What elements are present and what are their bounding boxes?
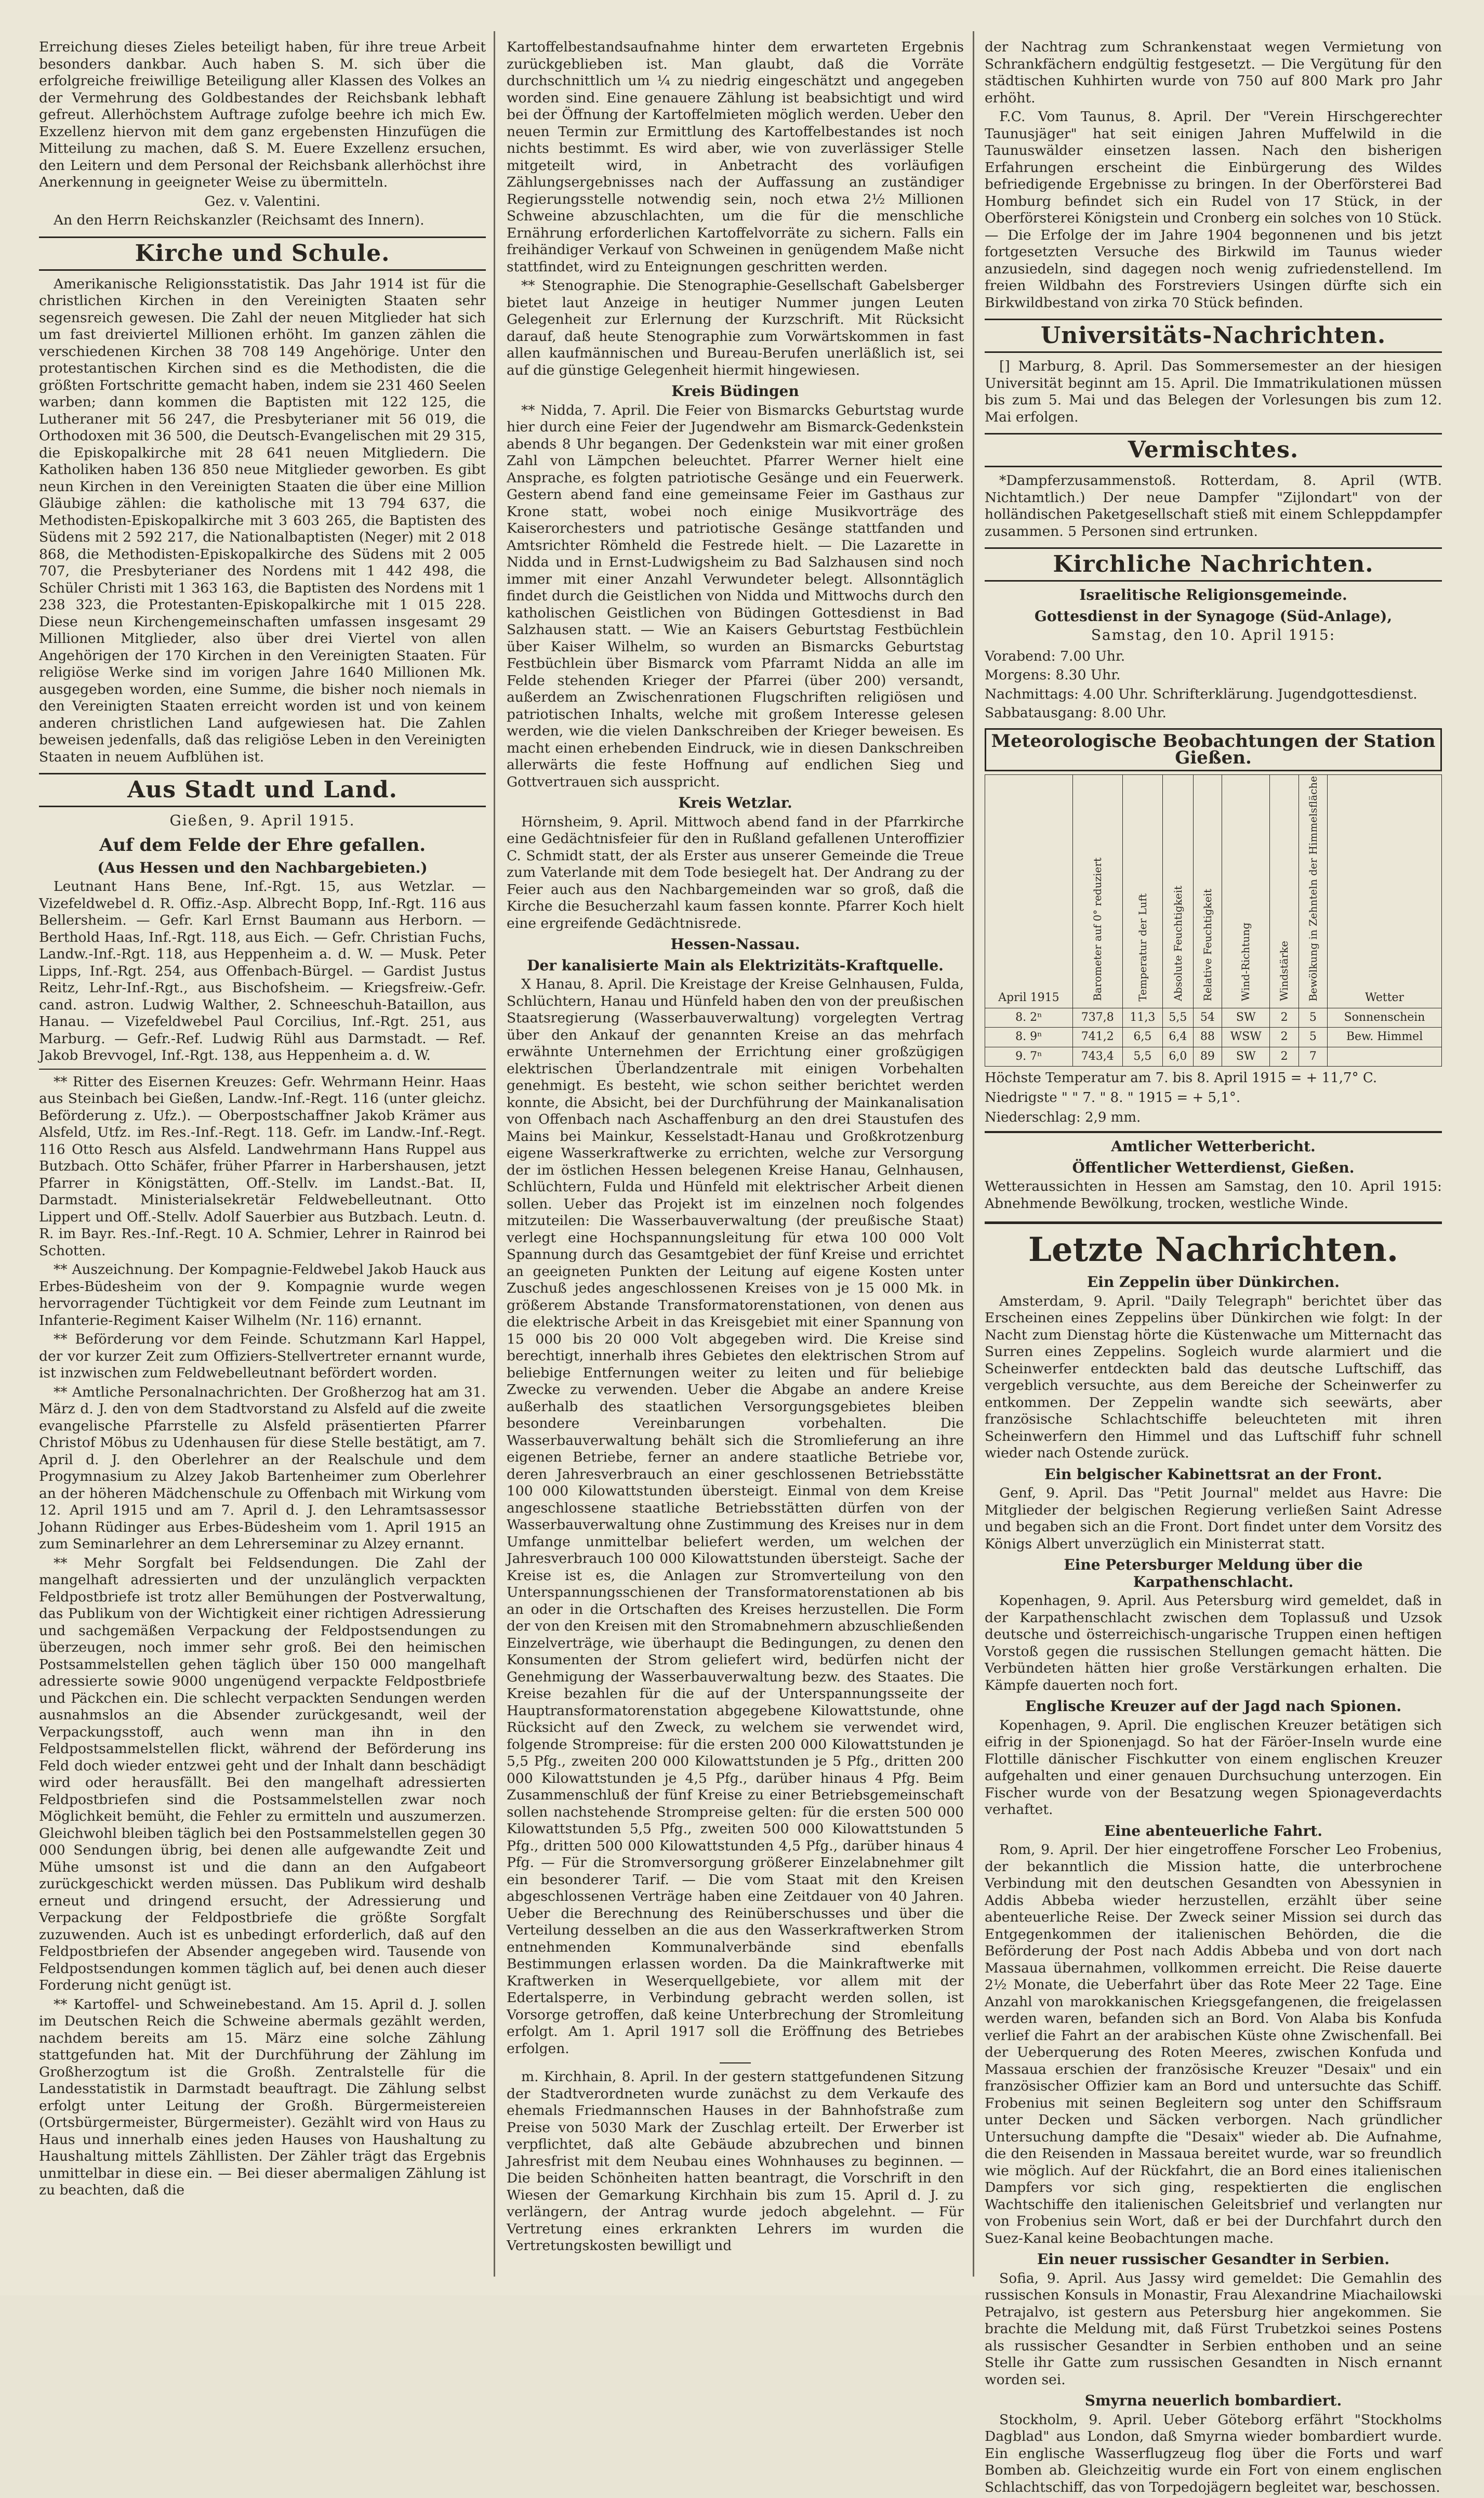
schedule-row: Nachmittags: 4.00 Uhr. Schrifterklärung. Jugendgottesdienst. xyxy=(985,686,1417,702)
weather-header-cell xyxy=(1328,774,1442,1008)
weather-header-label: Wind-Richtung xyxy=(1239,923,1252,1002)
article-kirchhain-cont: der Nachtrag zum Schrankenstaat wegen Vermietung von Schrankfächern endgültig festgesetzt. — Die Vergütung für den städtischen Kuhhirten wurde von 750 auf 800 Mark pro Jahr erhöht. xyxy=(985,39,1442,106)
subheading-wetterdienst: Öffentlicher Wetterdienst, Gießen. xyxy=(1072,1159,1355,1176)
heading-zeppelin: Ein Zeppelin über Dünkirchen. xyxy=(1086,1273,1340,1291)
weather-header-label: Relative Feuchtigkeit xyxy=(1201,888,1214,1002)
recipient: An den Herrn Reichskanzler (Reichsamt des Innern). xyxy=(54,212,425,228)
article-feldsendungen: ** Mehr Sorgfalt bei Feldsendungen. Die Zahl der mangelhaft adressierten und der unzulänglich verpackten Feldpostbriefe ist trotz aller Bemühungen der Postverwaltung, das Publikum von der Wichtigkeit einer richtigen Adressierung und sachgemäßen Verpackung der Feldpostsendungen zu überzeugen, noch immer sehr groß. Bei den heimischen Postsammelstellen gehen täglich über 150 000 mangelhaft adressierte sowie 9000 ungenügend verpackte Feldpostbriefe und Päckchen ein. Die schlecht verpackten Sendungen werden ausnahmslos an die Absender zurückgesandt, weil der Verpackungsstoff, auch wenn man ihn in den Feldpostsammelstellen flickt, während der Beförderung ins Feld doch wieder entzwei geht und der Inhalt dann beschädigt wird oder herausfällt. Bei den mangelhaft adressierten Feldpostbriefen sind die Postsammelstellen zwar noch Möglichkeit bemüht, die Fehler zu ermitteln und auszumerzen. Gleichwohl bleiben täglich bei den Postsammelstellen gegen 30 000 Sendungen übrig, bei denen alle aufgewandte Zeit und Mühe umsonst ist und die dann an den Aufgabeort zurückgeschickt werden müssen. Das Publikum wird deshalb erneut und dringend ersucht, der Adressierung und Verpackung der Feldpostbriefe die größte Sorgfalt zuzuwenden. Auch ist es unbedingt erforderlich, daß auf den Feldpostbriefen der Absender angegeben wird. Tausende von Feldpostsendungen kommen täglich auf, bei denen auch dieser Forderung nicht genügt ist. xyxy=(39,1555,486,1993)
article-stenographie: ** Stenographie. Die Stenographie-Gesellschaft Gabelsberger bietet laut Anzeige in heutiger Nummer jungen Leuten Gelegenheit zur Erlernung der Kurzschrift. Mit Rücksicht darauf, daß heute Stenographie zum Vorwärtskommen in fast allen kaufmännischen und Bureau-Berufen unerläßlich ist, sei auf die günstige Gelegenheit hiermit hingewiesen. xyxy=(507,278,964,378)
subheading-gefallen: (Aus Hessen und den Nachbargebieten.) xyxy=(97,859,428,876)
section-title-stadt: Aus Stadt und Land. xyxy=(39,773,486,807)
schedule-row: Vorabend: 7.00 Uhr. xyxy=(985,648,1125,664)
heading-hessen-nassau: Hessen-Nassau. xyxy=(670,936,800,953)
weather-cell xyxy=(1328,1047,1442,1067)
weather-header-label: Wetter xyxy=(1365,991,1404,1005)
article-religionsstatistik: Amerikanische Religionsstatistik. Das Jahr 1914 ist für die christlichen Kirchen in den Vereinigten Staaten sehr segensreich gewesen. Die Zahl der neuen Mitglieder hat sich um fast dreiviertel Millionen erhöht. Im ganzen zählen die verschiedenen Kirchen 38 708 149 Angehörige. Unter den protestantischen Kirchen sind es die Methodisten, die die größten Fortschritte gemacht haben, indem sie 231 460 Seelen warben; dann kommen die Baptisten mit 122 125, die Lutheraner mit 56 247, die Presbyterianer mit 56 019, die Orthodoxen mit 36 500, die Deutsch-Evangelischen mit 29 315, die Episkopalkirche mit 28 641 neuen Mitgliedern. Die Katholiken haben 136 850 neue Mitglieder geworben. Es gibt neun Kirchen in den Vereinigten Staaten die über eine Million Gläubige zählen: die katholische mit 13 794 637, die Methodisten-Episkopalkirche mit 3 603 265, die Baptisten des Südens mit 2 592 217, die Nationalbaptisten (Neger) mit 2 018 868, die Methodisten-Episkopalkirche des Südens mit 2 005 707, die Presbyterianer des Nordens mit 1 442 498, die Schüler Christi mit 1 363 163, die Baptisten des Nordens mit 1 238 323, die Protestanten-Episkopalkirche mit 1 015 228. Diese neun Kirchengemeinschaften umfassen insgesamt 29 Millionen Mitglieder, also über drei Viertel von allen Angehörigen der 170 Kirchen in den Vereinigten Staaten. Für religiöse Werke sind im vorigen Jahre 1640 Millionen Mk. ausgegeben worden, eine Summe, die bisher noch niemals in den Vereinigten Staaten erreicht worden ist und von keinem anderen christlichen Land aufgewiesen hat. Die Zahlen beweisen jedenfalls, daß das religiöse Leben in den Vereinigten Staaten in neuem Aufblühen ist. xyxy=(39,275,486,765)
weather-header-cell xyxy=(1163,774,1194,1008)
section-title-kirchliche: Kirchliche Nachrichten. xyxy=(985,547,1442,582)
heading-smyrna: Smyrna neuerlich bombardiert. xyxy=(1084,2392,1342,2410)
column-rule xyxy=(973,31,974,2277)
weather-cell: 2 xyxy=(1270,1008,1298,1028)
weather-cell: 6,5 xyxy=(1122,1028,1162,1047)
weather-cell: 741,2 xyxy=(1072,1028,1122,1047)
divider xyxy=(985,1131,1442,1133)
precipitation: Niederschlag: 2,9 mm. xyxy=(985,1110,1141,1126)
weather-cell: 6,4 xyxy=(1163,1028,1194,1047)
weather-cell: 6,0 xyxy=(1163,1047,1194,1067)
weather-cell: 2 xyxy=(1270,1028,1298,1047)
article-marburg: [] Marburg, 8. April. Das Sommersemester an der hiesigen Universität beginnt am 15. April. Die Immatrikulationen müssen bis zum 5. Mai und das Belegen der Vorlesungen bis zum 12. Mai erfolgen. xyxy=(985,358,1442,425)
article-hoernsheim: Hörnsheim, 9. April. Mittwoch abend fand in der Pfarrkirche eine Gedächtnisfeier für den in Rußland gefallenen Unteroffizier C. Schmidt statt, der als Erster aus unserer Gemeinde die Treue zum Vaterlande mit dem Tode besiegelt hat. Der Andrang zu der Feier auch aus den Nachbargemeinden war so groß, daß die Kirche die Besucherzahl kaum fassen konnte. Pfarrer Koch hielt eine ergreifende Gedächtnisrede. xyxy=(507,813,964,931)
weather-row xyxy=(985,1047,1442,1067)
article-fahrt: Rom, 9. April. Der hier eingetroffene Forscher Leo Frobenius, der bekanntlich die Mission hatte, die unterbrochene Verbindung mit den deutschen Gesandten von Abessynien in Addis Abbeba wieder herzustellen, erzählt über seine abenteuerliche Reise. Der Zweck seiner Mission sei durch das Entgegenkommen der italienischen Behörden, die die Beförderung der Post nach Addis Abbeba und von dort nach Massaua übernahmen, vollkommen erreicht. Die Reise dauerte 2½ Monate, die Ueberfahrt über das Rote Meer 22 Tage. Eine Anzahl von marokkanischen Kriegsgefangenen, die freigelassen werden waren, befanden sich an Bord. Von Alaba bis Konfuda verlief die Fahrt an der arabischen Küste ohne Zwischenfall. Bei der Ueberquerung des Roten Meeres, zwischen Konfuda und Massaua erschien der französische Kreuzer "Desaix" und ein französischer Offizier kam an Bord und untersuchte das Schiff. Frobenius mit seinen Begleitern sog unter den Schiffsraum unter Decken und Säcken verborgen. Nach gründlicher Untersuchung dampfte die "Desaix" wieder ab. Die Aufnahme, die den Reisenden in Massaua bereitet wurde, war so freundlich wie möglich. Auf der Rückfahrt, die an Bord eines italienischen Dampfers vor sich ging, respektierten die englischen Wachtschiffe den italienischen Geleitsbrief und verlangten nur von Frobenius sein Wort, daß er bei der Durchfahrt durch den Suez-Kanal keine Beobachtungen mache. xyxy=(985,1842,1442,2246)
column-3 xyxy=(985,39,1442,2498)
article-zeppelin: Amsterdam, 9. April. "Daily Telegraph" berichtet über das Erscheinen eines Zeppelins über Dünkirchen wie folgt: In der Nacht zum Dienstag hörte die Küstenwache um Mitternacht das Surren eines Zeppelins. Sogleich wurde alarmiert und die Scheinwerfer entdeckten bald das deutsche Luftschiff, das vergeblich versuchte, aus dem Bereiche der Scheinwerfer zu entkommen. Der Zeppelin wandte sich seewärts, aber französische Schlachtschiffe beleuchteten mit ihren Scheinwerfern den Himmel und das Luftschiff fuhr schnell wieder nach Ostende zurück. xyxy=(985,1293,1442,1462)
article-gesandter: Sofia, 9. April. Aus Jassy wird gemeldet: Die Gemahlin des russischen Konsuls in Monastir, Frau Alexandrine Miachailowski Petrajalvo, ist gestern aus Petersburg hier angekommen. Sie brachte die Meldung mit, daß Fürst Trubetzkoi seines Postens als russischer Gesandter in Serbien enthoben und an seine Stelle ihr Gatte zum russischen Gesandten in Nisch ernannt worden sei. xyxy=(985,2270,1442,2388)
section-title-letzte-nachrichten: Letzte Nachrichten. xyxy=(985,1221,1442,1270)
weather-cell: Sonnenschein xyxy=(1328,1008,1442,1028)
subheading-main-kraftquelle: Der kanalisierte Main als Elektrizitäts-Kraftquelle. xyxy=(527,956,944,974)
weather-header-cell xyxy=(1298,774,1327,1008)
section-title-kirche: Kirche und Schule. xyxy=(39,236,486,271)
dateline: Gießen, 9. April 1915. xyxy=(169,812,355,829)
weather-cell: Bew. Himmel xyxy=(1328,1028,1442,1047)
weather-row xyxy=(985,1008,1442,1028)
schedule-row: Morgens: 8.30 Uhr. xyxy=(985,667,1121,683)
heading-fahrt: Eine abenteuerliche Fahrt. xyxy=(1104,1822,1322,1839)
weather-cell: 5 xyxy=(1298,1028,1327,1047)
weather-header-label: Temperatur der Luft xyxy=(1136,893,1149,1002)
weather-cell: 8. 9ⁿ xyxy=(985,1028,1073,1047)
weather-header-label: Windstärke xyxy=(1278,941,1291,1002)
article-taunus: F.C. Vom Taunus, 8. April. Der "Verein Hirschgerechter Taunusjäger" hat seit einigen Jahren Muffelwild in die Taunuswälder einsetzen lassen. Nach den bisherigen Erfahrungen erscheint die Einbürgerung des Wildes befriedigende Ergebnisse zu bringen. In der Oberförsterei Bad Homburg befindet sich ein Rudel von 17 Stück, in der Oberförsterei Königstein und Cronberg ein solches von 10 Stück. — Die Erfolge der im Jahre 1904 begonnenen und bis jetzt fortgesetzten Versuche des Birkwild im Taunus wieder anzusiedeln, sind dagegen noch wenig zufriedenstellend. Im freien Wildbahn des Forstreviers Usingen dürfte sich ein Birkwildbestand von zirka 70 Stück befinden. xyxy=(985,109,1442,311)
article-nidda: ** Nidda, 7. April. Die Feier von Bismarcks Geburtstag wurde hier durch eine Feier der Jugendwehr am Bismarck-Gedenkstein abends 8 Uhr begangen. Der Gedenkstein war mit einer großen Zahl von Lämpchen beleuchtet. Pfarrer Werner hielt eine Ansprache, es folgten patriotische Gesänge und ein Feuerwerk. Gestern abend fand eine gemeinsame Feier im Gasthaus zur Krone statt, wobei noch einige Musikvorträge des Kaiserorchesters und patriotische Gesänge stattfanden und Amtsrichter Römheld die Festrede hielt. — Die Lazarette in Nidda und in Ernst-Ludwigsheim zu Bad Salzhausen sind noch immer mit einer Anzahl Verwundeter belegt. Allsonntäglich findet durch die Geistlichen von Nidda und Mittwochs durch den katholischen Geistlichen von Büdingen Gottesdienst in Bad Salzhausen statt. — Wie an Kaisers Geburtstag Festbüchlein über Kaiser Wilhelm, so wurden an Bismarcks Geburtstag Festbüchlein über Bismarck vom Pfarramt Nidda an alle im Felde stehenden Krieger der Pfarrei (über 200) versandt, außerdem an Zwischenrationen Flugschriften religiösen und patriotischen Inhalts, welche mit großem Interesse gelesen werden, wie die vielen Dankschreiben der Krieger beweisen. Es macht einen erhebenden Eindruck, wie in diesen Dankschreiben allerwärts die feste Hoffnung auf endlichen Sieg und Gottvertrauen sich ausspricht. xyxy=(507,402,964,790)
signature: Gez. v. Valentini. xyxy=(204,193,321,209)
weather-cell: 5 xyxy=(1298,1008,1327,1028)
weather-cell: 89 xyxy=(1193,1047,1222,1067)
heading-kreis-buedingen: Kreis Büdingen xyxy=(671,383,799,400)
weather-cell: SW xyxy=(1222,1008,1270,1028)
column-1 xyxy=(39,39,486,2201)
heading-karpathen: Eine Petersburger Meldung über die Karpathenschlacht. xyxy=(1064,1556,1363,1590)
heading-kabinettsrat: Ein belgischer Kabinettsrat an der Front. xyxy=(1044,1465,1382,1483)
heading-wetterbericht: Amtlicher Wetterbericht. xyxy=(1111,1138,1316,1155)
subheading-religionsgemeinde: Israelitische Religionsgemeinde. xyxy=(1079,586,1347,603)
article-kartoffel-cont: Kartoffelbestandsaufnahme hinter dem erwarteten Ergebnis zurückgeblieben ist. Man glaubt, daß die Vorräte durchschnittlich um ¼ zu niedrig eingeschätzt und angegeben worden sind. Eine genauere Zählung ist beabsichtigt und wird bei der Öffnung der Kartoffelmieten möglich werden. Ueber den neuen Termin zur Ermittlung des Kartoffelbestandes ist noch nichts bestimmt. Es wird aber, wie von zuverlässiger Stelle mitgeteilt wird, in Anbetracht des vorläufigen Zählungsergebnisses nach der Auffassung an zuständiger Regierungsstelle notwendig sein, noch etwa 2½ Millionen Schweine abzuschlachten, um die für die menschliche Ernährung erforderlichen Kartoffelvorräte zu sichern. Falls ein freihändiger Verkauf von Schweinen in genügendem Maße nicht stattfindet, wird zu Enteignungen geschritten werden. xyxy=(507,39,964,275)
subheading-synagoge: Gottesdienst in der Synagoge (Süd-Anlage), xyxy=(1034,607,1393,625)
weather-table xyxy=(985,774,1442,1067)
weather-cell: 737,8 xyxy=(1072,1008,1122,1028)
weather-header-cell xyxy=(1222,774,1270,1008)
column-rule xyxy=(494,31,495,2277)
weather-header-label: Absolute Feuchtigkeit xyxy=(1171,886,1184,1002)
weather-header-label: Barometer auf 0° reduziert xyxy=(1091,858,1104,1002)
article-personalnachrichten: ** Amtliche Personalnachrichten. Der Großherzog hat am 31. März d. J. den von dem Stadtvorstand zu Alsfeld auf die zweite evangelische Pfarrstelle zu Alsfeld präsentierten Pfarrer Christof Möbus zu Udenhausen für diese Stelle bestätigt, am 7. April d. J. den Oberlehrer an der Realschule und dem Progymnasium zu Alzey Jakob Bartenheimer zum Oberlehrer an der höheren Mädchenschule zu Offenbach mit Wirkung vom 12. April 1915 und am 7. April d. J. den Lehramtsassessor Johann Rüdinger aus Erbes-Büdesheim vom 1. April 1915 an zum Seminarlehrer an dem Lehrerseminar zu Alzey ernannt. xyxy=(39,1384,486,1552)
column-2 xyxy=(507,39,964,2257)
article-kabinettsrat: Genf, 9. April. Das "Petit Journal" meldet aus Havre: Die Mitglieder der belgischen Regierung verließen Saint Adresse und begaben sich an die Front. Dort findet unter dem Vorsitz des Königs Albert unverzüglich ein Ministerrat statt. xyxy=(985,1485,1442,1552)
weather-forecast: Wetteraussichten in Hessen am Samstag, den 10. April 1915: Abnehmende Bewölkung, trocken, westliche Winde. xyxy=(985,1178,1442,1212)
heading-gefallen: Auf dem Felde der Ehre gefallen. xyxy=(99,834,426,856)
separator xyxy=(720,2062,751,2063)
article-smyrna: Stockholm, 9. April. Ueber Göteborg erfährt "Stockholms Dagblad" aus London, daß Smyrna wieder bombardiert wurde. Ein englische Wasserflugzeug flog über die Forts und warf Bomben ab. Gleichzeitig wurde ein Fort von einem englischen Schlachtschiff, das von Torpedojägern begleitet war, beschossen. xyxy=(985,2411,1442,2495)
article-hanau: X Hanau, 8. April. Die Kreistage der Kreise Gelnhausen, Fulda, Schlüchtern, Hanau und Hünfeld haben den von der preußischen Staatsregierung (Wasserbauverwaltung) vorgelegten Vertrag über den Ankauf der genannten Kreise an das mehrfach erwähnte Unternehmen der Errichtung einer großzügigen elektrischen Überlandzentrale mit einigen Vorbehalten genehmigt. Es besteht, wie schon seither berichtet werden konnte, die Absicht, bei der Durchführung der Mainkanalisation von Offenbach nach Aschaffenburg an den drei Staustufen des Mains bei Mainkur, Kesselstadt-Hanau und Großkrotzenburg eigene Wasserkraftwerke zu errichten, welche zur Versorgung der im östlichen Hessen belegenen Kreise Hanau, Gelnhausen, Schlüchtern, Fulda und Hünfeld mit elektrischer Arbeit dienen sollen. Ueber das Projekt ist im einzelnen noch folgendes mitzuteilen: Die Wasserbauverwaltung (der preußische Staat) verlegt eine Hochspannungsleitung für etwa 100 000 Volt Spannung durch das Gesamtgebiet der fünf Kreise und errichtet an geeigneten Punkten der Leitung auf eigene Kosten unter Zuschuß jedes angeschlossenen Kreises von je 15 000 Mk. in größerem Abstande Transformatorenstationen, von denen aus die elektrische Arbeit in das Kreisgebiet mit einer Spannung von 15 000 bis 20 000 Volt abgegeben wird. Die Kreise sind berechtigt, innerhalb ihres Gebietes den elektrischen Strom auf beliebige Entfernungen weiter zu leiten und für beliebige Zwecke zu verwenden. Ueber die Abgabe an andere Kreise außerhalb des staatlichen Versorgungsgebietes bleiben besondere Vereinbarungen vorbehalten. Die Wasserbauverwaltung behält sich die Stromlieferung an ihre eigenen Betriebe, ferner an andere staatliche Betriebe vor, deren Jahresverbrauch an einer geschlossenen Betriebsstätte 100 000 Kilowattstunden übersteigt. Einmal von dem Kreise angeschlossene staatliche Betriebsstätten dürfen von der Wasserbauverwaltung ohne Zustimmung des Kreises nur in dem Umfange unmittelbar beliefert werden, um welchen der Jahresverbrauch 100 000 Kilowattstunden übersteigt. Sache der Kreise ist es, die Anlagen zur Stromverteilung von den Unterspannungsschienen der Transformatorenstationen ab bis an oder in die Ortschaften des Kreises herzustellen. Die Form der von den Kreisen mit den Stromabnehmern abzuschließenden Einzelverträge, wie überhaupt die Bedingungen, zu denen den Konsumenten der Strom geliefert wird, bedürfen nicht der Genehmigung der Wasserbauverwaltung bezw. des Staates. Die Kreise bezahlen für die auf der Unterspannungsseite der Hauptransformatorenstation abgegebene Kilowattstunde, ohne Rücksicht auf den Zweck, zu welchem sie verwendet wird, folgende Strompreise: für die ersten 200 000 Kilowattstunden je 5,5 Pfg., zweiten 200 000 Kilowattstunden je 5 Pfg., dritten 200 000 Kilowattstunden je 4,5 Pfg., darüber hinaus 4 Pfg. Beim Zusammenschluß der fünf Kreise zu einer Betriebsgemeinschaft sollen nachstehende Strompreise gelten: für die ersten 500 000 Kilowattstunden 5,5 Pfg., zweiten 500 000 Kilowattstunden 5 Pfg., dritten 500 000 Kilowattstunden 4,5 Pfg., darüber hinaus 4 Pfg. — Für die Stromversorgung größerer Einzelabnehmer gilt ein besonderer Tarif. — Die vom Staat mit den Kreisen abgeschlossenen Verträge haben eine Zeitdauer von 40 Jahren. Ueber die Berechnung des Reinüberschusses und über die Verteilung desselben an die aus den Wasserkraftwerken Strom entnehmenden Kommunalverbände sind ebenfalls Bestimmungen erlassen worden. Da die Mainkraftwerke mit Kraftwerken in Weserquellgebiete, vor allem mit der Edertalsperre, in Verbindung gebracht werden sollen, ist Vorsorge getroffen, daß keine Unterbrechung der Stromleitung erfolgt. Am 1. April 1917 soll die Eröffnung des Betriebes erfolgen. xyxy=(507,976,964,2057)
dateline-samstag: Samstag, den 10. April 1915: xyxy=(1091,626,1336,643)
article-auszeichnung: ** Auszeichnung. Der Kompagnie-Feldwebel Jakob Hauck aus Erbes-Büdesheim von der 9. Kompagnie wurde wegen hervorragender Tüchtigkeit vor dem Feinde zum Leutnant im Infanterie-Regiment Kaiser Wilhelm (Nr. 116) ernannt. xyxy=(39,1261,486,1329)
weather-title: Meteorologische Beobachtungen der Station Gießen. xyxy=(985,728,1442,771)
weather-header-cell xyxy=(1072,774,1122,1008)
article-reichsbank: Erreichung dieses Zieles beteiligt haben, für ihre treue Arbeit besonders dankbar. Auch haben S. M. sich über die erfolgreiche freiwillige Beteiligung aller Klassen des Volkes an der Vermehrung des Goldbestandes der Reichsbank lebhaft gefreut. Allerhöchstem Auftrage zufolge beehre ich mich Ew. Exzellenz hiervon mit dem ganz ergebensten Hinzufügen die Mitteilung zu machen, daß S. M. Euere Exzellenz ersuchen, den Leitern und dem Personal der Reichsbank allerhöchst ihre Anerkennung in geeigneter Weise zu übermitteln. xyxy=(39,39,486,190)
weather-cell: 2 xyxy=(1270,1047,1298,1067)
weather-cell: 9. 7ⁿ xyxy=(985,1047,1073,1067)
weather-cell: 8. 2ⁿ xyxy=(985,1008,1073,1028)
article-kirchhain: m. Kirchhain, 8. April. In der gestern stattgefundenen Sitzung der Stadtverordneten wurde zunächst zu dem Verkaufe des ehemals Friedmannschen Hauses in der Bahnhofstraße zum Preise von 5030 Mark der Zuschlag erteilt. Der Erwerber ist verpflichtet, daß alte Gebäude abzubrechen und binnen Jahresfrist mit dem Neubau eines Wohnhauses zu beginnen. — Die beiden Schönheiten hatten beantragt, die Vorschrift in den Wiesen der Gemarkung Kirchhain bis zum 15. April d. J. zu verlängern, der Antrag wurde jedoch abgelehnt. — Für Vertretung eines erkrankten Lehrers im wurden die Vertretungskosten bewilligt und xyxy=(507,2069,964,2254)
weather-header-cell xyxy=(1270,774,1298,1008)
weather-cell: 54 xyxy=(1193,1008,1222,1028)
heading-kreis-wetzlar: Kreis Wetzlar. xyxy=(678,794,792,811)
weather-header-row xyxy=(985,774,1442,1008)
temp-min: Niedrigste " " 7. " 8. " 1915 = + 5,1°. xyxy=(985,1090,1241,1106)
article-eisernes-kreuz: ** Ritter des Eisernen Kreuzes: Gefr. Wehrmann Heinr. Haas aus Steinbach bei Gießen, Landw.-Inf.-Regt. 116 (unter gleichz. Beförderung z. Ufz.). — Oberpostschaffner Jakob Krämer aus Alsfeld, Utfz. im Res.-Inf.-Regt. 118. Gefr. im Landw.-Inf.-Regt. 116 Otto Resch aus Alsfeld. Landwehrmann Hans Ruppel aus Butzbach. Otto Schäfer, früher Pfarrer in Harbershausen, jetzt Pfarrer in Königstätten, Off.-Stellv. im Landst.-Bat. II, Darmstadt. Ministerialsekretär Feldwebelleutnant. Otto Lippert und Off.-Stellv. Adolf Sauerbier aus Butzbach. Leutn. d. R. im Bayr. Res.-Inf.-Regt. 10 A. Schmier, Lehrer in Rainrod bei Schotten. xyxy=(39,1073,486,1259)
list-gefallene: Leutnant Hans Bene, Inf.-Rgt. 15, aus Wetzlar. — Vizefeldwebel d. R. Offiz.-Asp. Albrecht Bopp, Inf.-Rgt. 116 aus Bellersheim. — Gefr. Karl Ernst Baumann aus Herborn. — Berthold Haas, Inf.-Rgt. 118, aus Eich. — Gefr. Christian Fuchs, Landw.-Inf.-Rgt. 118, aus Heppenheim a. d. W. — Musk. Peter Lipps, Inf.-Rgt. 254, aus Offenbach-Bürgel. — Gardist Justus Reitz, Lehr-Inf.-Rgt., aus Bischofsheim. — Kriegsfreiw.-Gefr. cand. astron. Ludwig Walther, 2. Schneeschuh-Bataillon, aus Hanau. — Vizefeldwebel Paul Corcilius, Inf.-Rgt. 251, aus Marburg. — Gefr.-Ref. Ludwig Rühl aus Darmstadt. — Ref. Jakob Brevvogel, Inf.-Rgt. 138, aus Heppenheim a. d. W. xyxy=(39,878,486,1063)
weather-header-cell xyxy=(1122,774,1162,1008)
weather-cell: 88 xyxy=(1193,1028,1222,1047)
article-befoerderung: ** Beförderung vor dem Feinde. Schutzmann Karl Happel, der vor kurzer Zeit zum Offiziers-Stellvertreter ernannt wurde, ist inzwischen zum Feldwebelleutnant befördert worden. xyxy=(39,1331,486,1381)
weather-cell: SW xyxy=(1222,1047,1270,1067)
weather-cell: 7 xyxy=(1298,1047,1327,1067)
temp-max: Höchste Temperatur am 7. bis 8. April 1915 = + 11,7° C. xyxy=(985,1070,1377,1086)
heading-kreuzer: Englische Kreuzer auf der Jagd nach Spionen. xyxy=(1025,1698,1402,1715)
article-karpathen: Kopenhagen, 9. April. Aus Petersburg wird gemeldet, daß in der Karpathenschlacht zwischen dem Toplassuß und Uzsok deutsche und österreichisch-ungarische Truppen einen heftigen Vorstoß gegen die russischen Stellungen gemacht hätten. Die Verbündeten hätten hier große Verstärkungen erhalten. Die Kämpfe dauerten noch fort. xyxy=(985,1593,1442,1693)
article-kreuzer: Kopenhagen, 9. April. Die englischen Kreuzer betätigen sich eifrig in der Spionenjagd. So hat der Färöer-Inseln wurde eine Flottille dänischer Fischkutter von einem englischen Kreuzer aufgehalten und einer genauen Durchsuchung unterzogen. Ein Fischer wurde von der Besatzung wegen Spionageverdachts verhaftet. xyxy=(985,1717,1442,1818)
heading-gesandter: Ein neuer russischer Gesandter in Serbien. xyxy=(1037,2251,1390,2268)
weather-cell: 5,5 xyxy=(1163,1008,1194,1028)
weather-row xyxy=(985,1028,1442,1047)
weather-header-cell xyxy=(1193,774,1222,1008)
weather-header-label: April 1915 xyxy=(998,991,1059,1005)
weather-cell: 11,3 xyxy=(1122,1008,1162,1028)
article-dampfer: *Dampferzusammenstoß. Rotterdam, 8. April (WTB. Nichtamtlich.) Der neue Dampfer "Zijlondart" von der holländischen Paketgesellschaft stieß mit einem Schleppdampfer zusammen. 5 Personen sind ertrunken. xyxy=(985,472,1442,540)
weather-cell: WSW xyxy=(1222,1028,1270,1047)
divider xyxy=(39,1069,486,1070)
section-title-vermischtes: Vermischtes. xyxy=(985,433,1442,467)
article-kartoffelbestand: ** Kartoffel- und Schweinebestand. Am 15. April d. J. sollen im Deutschen Reich die Schweine abermals gezählt werden, nachdem bereits am 15. März eine solche Zählung stattgefunden hat. Mit der Durchführung der Zählung im Großherzogtum ist die Großh. Zentralstelle für die Landesstatistik in Darmstadt beauftragt. Die Zählung selbst erfolgt unter Leitung der Großh. Bürgermeistereien (Ortsbürgermeister, Bürgermeister). Gezählt wird von Haus zu Haus und innerhalb eines jeden Hauses von Haushaltung zu Haushaltung mittels Zähllisten. Der Zähler trägt das Ergebnis unmittelbar in diese ein. — Bei dieser abermaligen Zählung ist zu beachten, daß die xyxy=(39,1996,486,2198)
weather-cell: 743,4 xyxy=(1072,1047,1122,1067)
weather-cell: 5,5 xyxy=(1122,1047,1162,1067)
schedule-row: Sabbatausgang: 8.00 Uhr. xyxy=(985,705,1167,721)
weather-header-cell xyxy=(985,774,1073,1008)
weather-header-label: Bewölkung in Zehnteln der Himmelsfläche xyxy=(1306,775,1319,1002)
section-title-universitaet: Universitäts-Nachrichten. xyxy=(985,319,1442,353)
